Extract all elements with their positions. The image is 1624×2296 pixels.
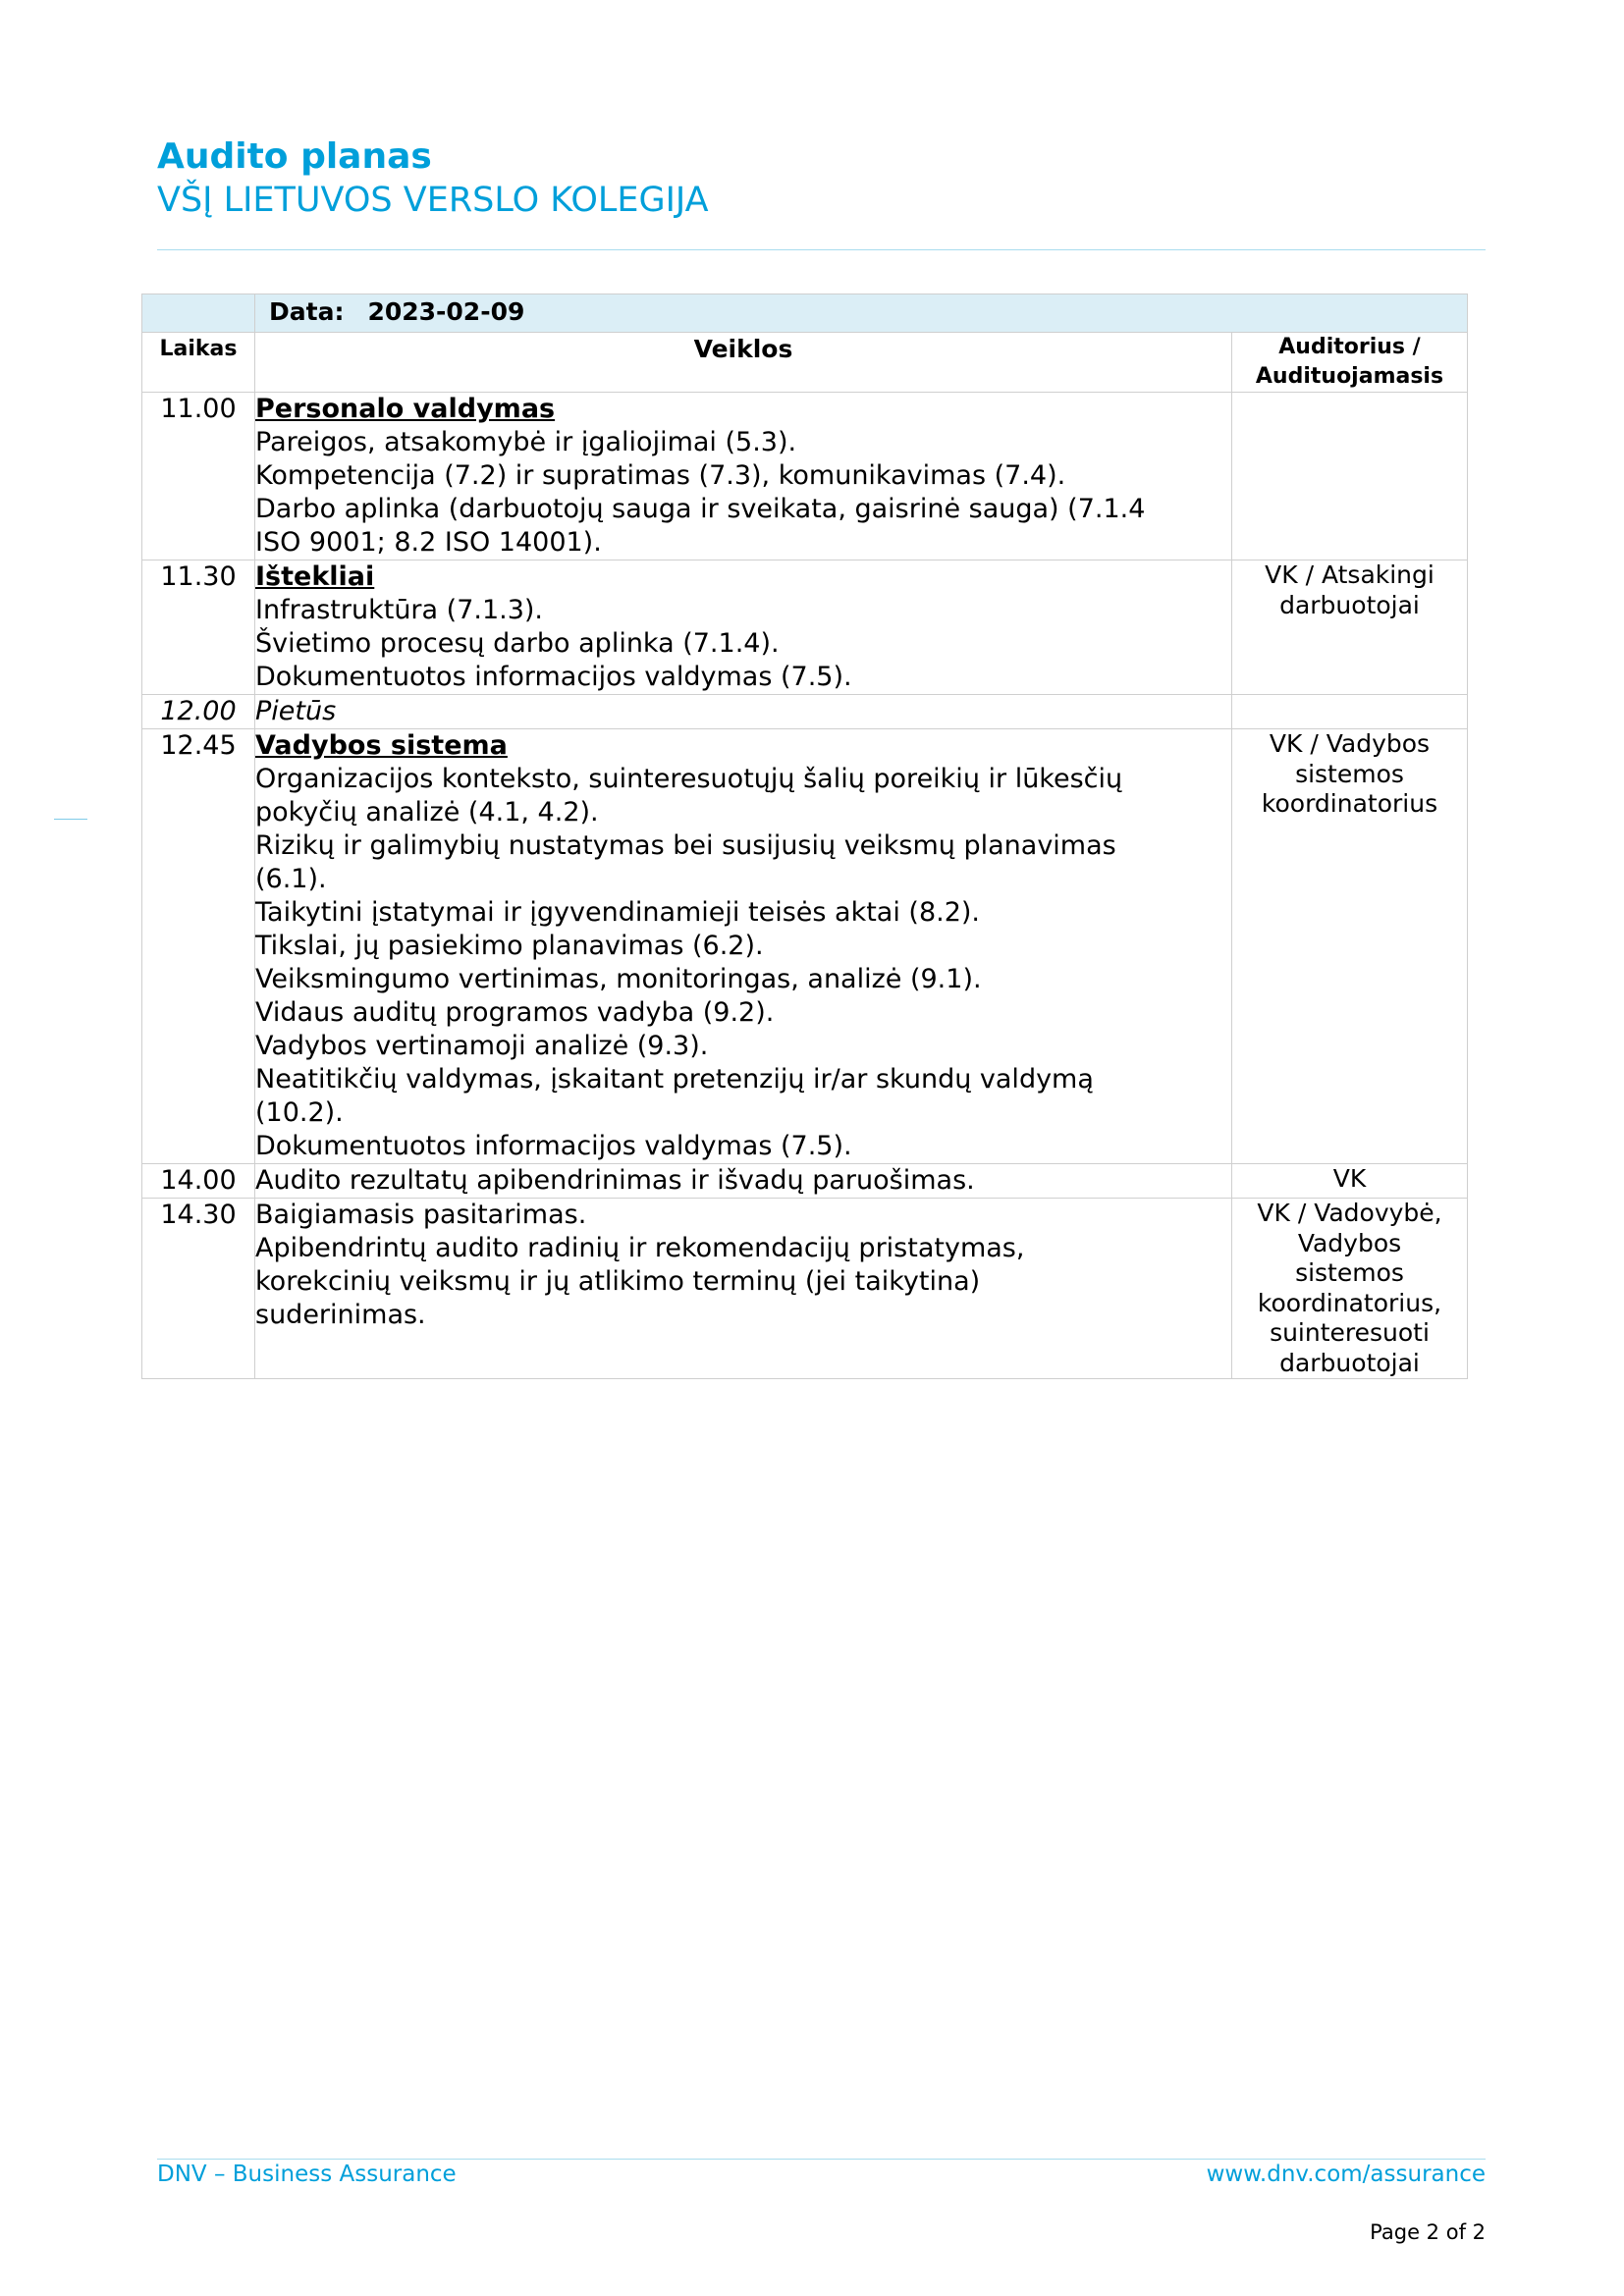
section-title: Personalo valdymas: [255, 394, 556, 424]
schedule-row: [142, 1164, 1468, 1199]
auditor-line: darbuotojai: [1279, 590, 1420, 619]
row-activities: [255, 1199, 1232, 1379]
activity-line: Kompetencija (7.2) ir supratimas (7.3), komunikavimas (7.4).: [255, 460, 1066, 491]
schedule-row: [142, 729, 1468, 1164]
activity-line: Taikytini įstatymai ir įgyvendinamieji teisės aktai (8.2).: [255, 897, 981, 928]
activity-line: Dokumentuotos informacijos valdymas (7.5).: [255, 662, 852, 692]
auditor-line: suinteresuoti: [1270, 1318, 1430, 1347]
auditor-line: VK / Atsakingi: [1265, 561, 1435, 589]
row-auditor: [1232, 1199, 1468, 1379]
schedule-row: [142, 393, 1468, 561]
auditor-line: Vadybos: [1297, 1228, 1402, 1257]
audit-plan-table: [141, 294, 1468, 1379]
activity-line: Organizacijos konteksto, suinteresuotųjų šalių poreikių ir lūkesčių: [255, 764, 1123, 794]
row-activities: [255, 393, 1232, 561]
footer-website: www.dnv.com/assurance: [1206, 2162, 1486, 2187]
section-title: Vadybos sistema: [255, 730, 508, 761]
date-value: 2023-02-09: [367, 297, 525, 326]
activity-line: pokyčių analizė (4.1, 4.2).: [255, 797, 599, 828]
auditor-line: sistemos: [1295, 759, 1404, 788]
activity-line: (6.1).: [255, 864, 327, 894]
row-time: 12.00: [142, 695, 255, 729]
row-time: 12.45: [142, 729, 255, 1164]
auditor-line: sistemos: [1295, 1258, 1404, 1287]
activity-line: Dokumentuotos informacijos valdymas (7.5).: [255, 1131, 852, 1161]
activity-line: Infrastruktūra (7.1.3).: [255, 595, 544, 625]
column-header-activities: Veiklos: [255, 333, 1232, 393]
activity-line: korekcinių veiksmų ir jų atlikimo terminų (jei taikytina): [255, 1266, 981, 1297]
activity-line: Rizikų ir galimybių nustatymas bei susijusių veiksmų planavimas: [255, 830, 1116, 861]
row-time: 11.00: [142, 393, 255, 561]
column-header-time: Laikas: [142, 333, 255, 393]
activity-line: Pareigos, atsakomybė ir įgaliojimai (5.3).: [255, 427, 797, 457]
page-number: Page 2 of 2: [1370, 2220, 1486, 2244]
column-header-auditor-line: Audituojamasis: [1255, 364, 1444, 389]
activity-line: Vidaus auditų programos vadyba (9.2).: [255, 997, 775, 1028]
row-time: 11.30: [142, 561, 255, 695]
row-activities: [255, 695, 1232, 729]
auditor-line: VK: [1332, 1164, 1367, 1193]
date-row-spacer: [142, 294, 255, 333]
column-header-row: [142, 333, 1468, 393]
auditor-line: koordinatorius,: [1257, 1288, 1442, 1317]
row-auditor: [1232, 695, 1468, 729]
row-time: 14.30: [142, 1199, 255, 1379]
activity-line: ISO 9001; 8.2 ISO 14001).: [255, 527, 602, 558]
activity-line: Apibendrintų audito radinių ir rekomendacijų pristatymas,: [255, 1233, 1025, 1263]
section-title: Ištekliai: [255, 561, 375, 592]
activity-line: Tikslai, jų pasiekimo planavimas (6.2).: [255, 931, 764, 961]
auditor-line: VK / Vadybos: [1269, 729, 1431, 758]
auditor-line: VK / Vadovybė,: [1257, 1199, 1442, 1227]
auditor-line: darbuotojai: [1279, 1348, 1420, 1377]
schedule-row: [142, 561, 1468, 695]
margin-mark: [54, 819, 87, 820]
activity-line: Pietūs: [255, 696, 337, 726]
activity-line: Veiksmingumo vertinimas, monitoringas, analizė (9.1).: [255, 964, 982, 994]
activity-line: (10.2).: [255, 1097, 344, 1128]
row-activities: [255, 1164, 1232, 1199]
row-activities: [255, 561, 1232, 695]
row-activities: [255, 729, 1232, 1164]
activity-line: Neatitikčių valdymas, įskaitant pretenzijų ir/ar skundų valdymą: [255, 1064, 1094, 1095]
activity-line: suderinimas.: [255, 1300, 426, 1330]
footer-company: DNV – Business Assurance: [157, 2162, 457, 2187]
auditor-line: koordinatorius: [1261, 789, 1438, 818]
header-divider: [157, 249, 1486, 250]
date-cell: [255, 294, 1468, 333]
schedule-row: [142, 695, 1468, 729]
row-auditor: [1232, 1164, 1468, 1199]
row-auditor: [1232, 561, 1468, 695]
row-auditor: [1232, 729, 1468, 1164]
row-auditor: [1232, 393, 1468, 561]
row-time: 14.00: [142, 1164, 255, 1199]
date-row: [142, 294, 1468, 333]
activity-line: Švietimo procesų darbo aplinka (7.1.4).: [255, 628, 780, 659]
date-label: Data:: [269, 297, 345, 326]
activity-line: Audito rezultatų apibendrinimas ir išvadų paruošimas.: [255, 1165, 975, 1196]
column-header-auditor-line: Auditorius /: [1278, 335, 1421, 359]
activity-line: Darbo aplinka (darbuotojų sauga ir sveikata, gaisrinė sauga) (7.1.4: [255, 494, 1146, 524]
organization-name: VŠĮ LIETUVOS VERSLO KOLEGIJA: [157, 181, 709, 220]
activity-line: Vadybos vertinamoji analizė (9.3).: [255, 1031, 709, 1061]
page-title: Audito planas: [157, 136, 432, 177]
activity-line: Baigiamasis pasitarimas.: [255, 1200, 587, 1230]
column-header-auditor: [1232, 333, 1468, 393]
schedule-row: [142, 1199, 1468, 1379]
